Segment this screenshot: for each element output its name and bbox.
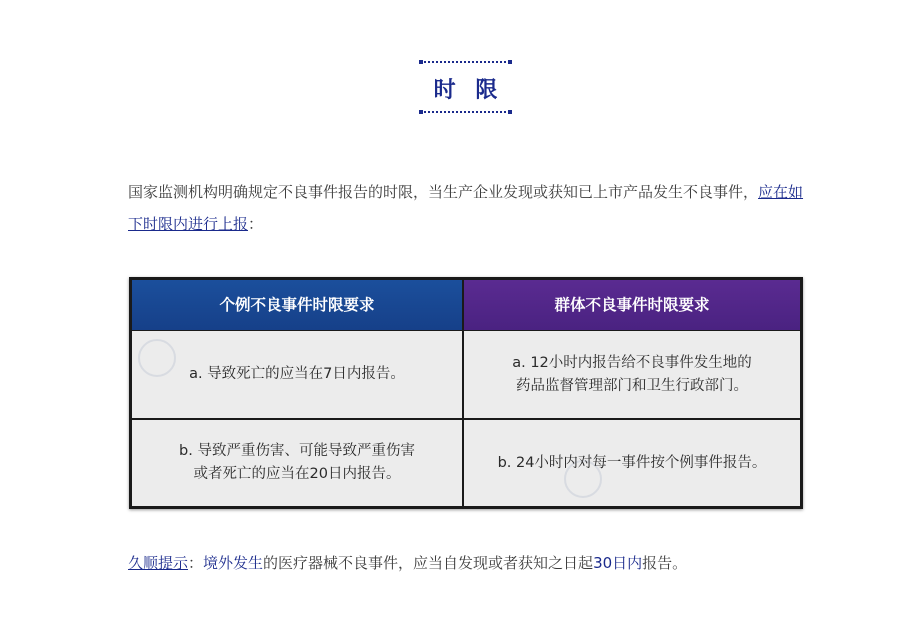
- cell-text: a. 导致死亡的应当在7日内报告。: [189, 366, 405, 382]
- tip-middle: 的医疗器械不良事件，应当自发现或者获知之日起: [263, 554, 594, 572]
- table-cell-individual-b: [132, 420, 462, 506]
- tip-paragraph: [128, 549, 808, 577]
- title-top-rule: [421, 61, 510, 63]
- tip-label-link[interactable]: 久顺提示: [128, 554, 189, 572]
- cell-text: b. 24小时内对每一事件按个例事件报告。: [497, 454, 767, 471]
- cell-text: b. 导致严重伤害、可能导致严重伤害 或者死亡的应当在20日内报告。: [179, 443, 415, 482]
- table-cell-group-b: [464, 420, 800, 506]
- tip-highlight-overseas: 境外发生: [203, 554, 264, 572]
- title-corner-dot: [419, 60, 423, 64]
- tip-colon: ：: [188, 554, 204, 572]
- section-title-box: [419, 59, 512, 115]
- table-cell-group-a: [464, 331, 800, 418]
- intro-paragraph: [128, 176, 808, 240]
- cell-text: a. 12小时内报告给不良事件发生地的 药品监督管理部门和卫生行政部门。: [512, 354, 752, 394]
- table-cell-individual-a: [132, 331, 462, 418]
- intro-link[interactable]: 应在如下时限内进行上报: [128, 183, 804, 233]
- title-bottom-rule: [421, 111, 510, 113]
- intro-tail: ：: [248, 215, 264, 233]
- title-corner-dot: [419, 110, 423, 114]
- table-header-individual: 个例不良事件时限要求: [132, 280, 462, 330]
- watermark-logo-icon: [138, 339, 176, 377]
- title-corner-dot: [508, 110, 512, 114]
- title-corner-dot: [508, 60, 512, 64]
- tip-end: 报告。: [642, 554, 688, 572]
- section-title: 时 限: [433, 78, 504, 103]
- table-header-group: 群体不良事件时限要求: [464, 280, 800, 330]
- tip-highlight-30days: 30日内: [593, 554, 643, 572]
- time-limit-table: [129, 277, 803, 509]
- intro-text: 国家监测机构明确规定不良事件报告的时限，当生产企业发现或获知已上市产品发生不良事件，: [128, 183, 759, 201]
